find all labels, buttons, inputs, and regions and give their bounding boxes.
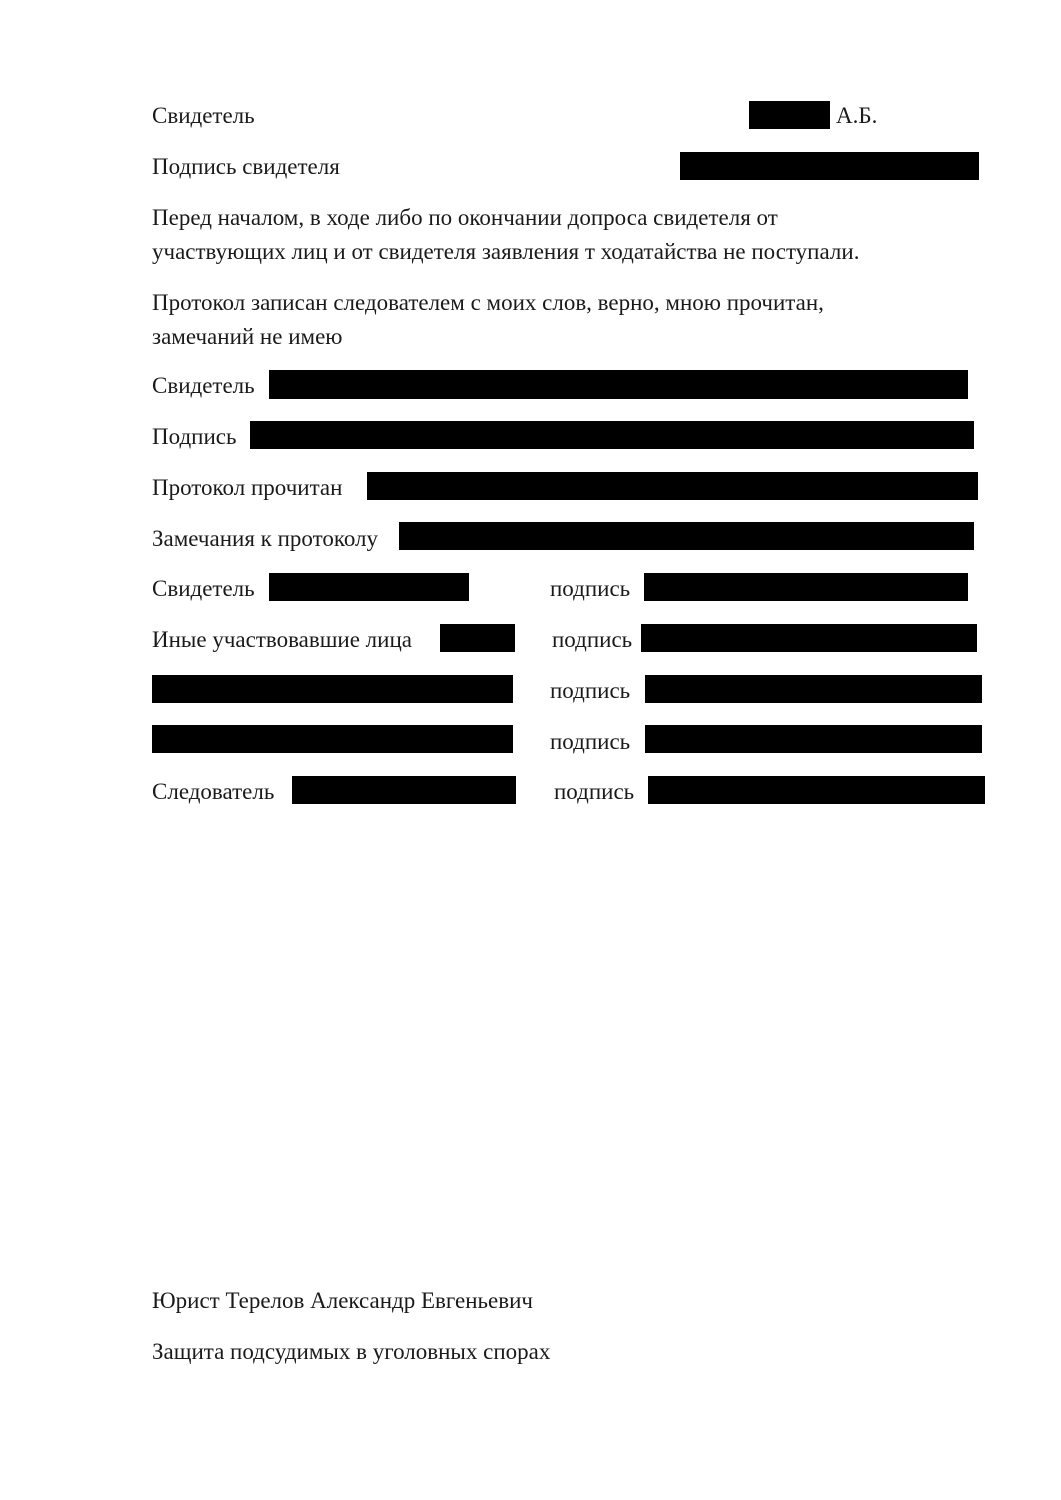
sig-others-signature-word: подпись bbox=[552, 627, 633, 652]
witness-label: Свидетель bbox=[152, 103, 255, 128]
footer-specialty: Защита подсудимых в уголовных спорах bbox=[152, 1339, 551, 1364]
statements-line-2: участвующих лиц и от свидетеля заявления т ходатайства не поступали. bbox=[152, 239, 860, 264]
field-signature-label: Подпись bbox=[152, 424, 237, 449]
redacted-sig-person-3-signature bbox=[645, 675, 982, 703]
redacted-sig-person-4-name bbox=[152, 725, 513, 753]
witness-initials: А.Б. bbox=[836, 103, 878, 128]
redacted-field-protocol-read bbox=[367, 472, 978, 500]
redacted-field-witness bbox=[269, 370, 968, 399]
redacted-sig-others-signature bbox=[641, 624, 977, 652]
sig-investigator-label: Следователь bbox=[152, 779, 275, 804]
redacted-sig-others-name bbox=[440, 624, 515, 652]
sig-person-3-signature-word: подпись bbox=[550, 678, 631, 703]
sig-others-label: Иные участвовавшие лица bbox=[152, 627, 412, 652]
field-witness-label: Свидетель bbox=[152, 373, 255, 398]
redacted-witness-surname bbox=[749, 101, 830, 129]
redacted-witness-signature bbox=[680, 152, 979, 180]
field-protocol-read-label: Протокол прочитан bbox=[152, 475, 343, 500]
field-remarks-label: Замечания к протоколу bbox=[152, 526, 379, 551]
sig-person-4-signature-word: подпись bbox=[550, 729, 631, 754]
redacted-field-remarks bbox=[399, 522, 974, 550]
sig-witness-signature-word: подпись bbox=[550, 576, 631, 601]
redacted-sig-witness-signature bbox=[644, 573, 968, 601]
sig-witness-label: Свидетель bbox=[152, 576, 255, 601]
witness-signature-label: Подпись свидетеля bbox=[152, 154, 340, 179]
footer-lawyer: Юрист Терелов Александр Евгеньевич bbox=[152, 1288, 533, 1313]
protocol-line-1: Протокол записан следователем с моих слов, верно, мною прочитан, bbox=[152, 290, 824, 315]
protocol-line-2: замечаний не имею bbox=[152, 324, 343, 349]
redacted-sig-person-4-signature bbox=[645, 725, 982, 753]
redacted-sig-investigator-name bbox=[292, 776, 516, 804]
redacted-sig-witness-name bbox=[269, 573, 469, 601]
redacted-field-signature bbox=[250, 421, 974, 449]
redacted-sig-person-3-name bbox=[152, 675, 513, 703]
statements-line-1: Перед началом, в ходе либо по окончании допроса свидетеля от bbox=[152, 205, 778, 230]
redacted-sig-investigator-signature bbox=[648, 776, 985, 804]
sig-investigator-signature-word: подпись bbox=[554, 779, 635, 804]
